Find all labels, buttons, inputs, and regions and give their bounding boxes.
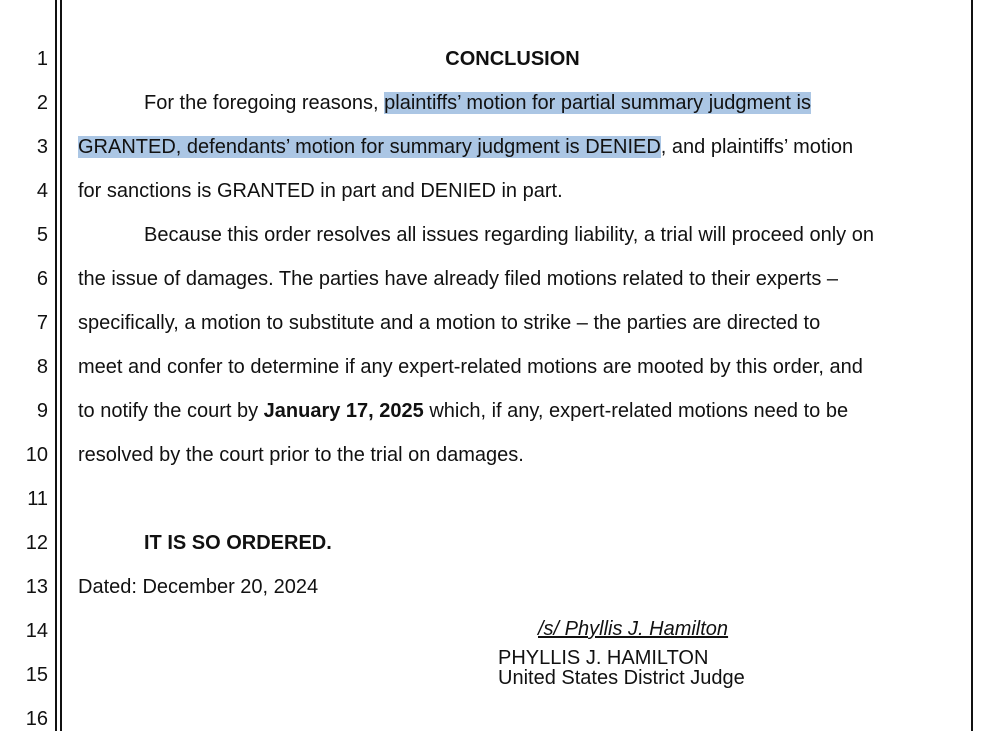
section-heading: CONCLUSION (445, 48, 580, 70)
signature-line (498, 617, 801, 641)
paragraph-line: meet and confer to determine if any expert-related motions are mooted by this order, and (78, 356, 863, 378)
judge-name: PHYLLIS J. HAMILTON (498, 647, 709, 669)
line-number: 5 (36, 224, 48, 246)
paragraph-line: specifically, a motion to substitute and a motion to strike – the parties are directed to (78, 312, 821, 334)
paragraph-line (78, 399, 848, 423)
left-margin-rule-outer (55, 0, 57, 731)
highlighted-text: GRANTED, defendants’ motion for summary judgment is DENIED (78, 136, 661, 158)
line-number: 3 (36, 136, 48, 158)
line-number: 15 (25, 664, 48, 686)
line-number: 2 (36, 92, 48, 114)
dated-line: Dated: December 20, 2024 (78, 576, 319, 598)
signature-text: /s/ Phyllis J. Hamilton (538, 618, 729, 640)
paragraph-line (144, 91, 811, 115)
line-number: 13 (25, 576, 48, 598)
line-number: 9 (36, 400, 48, 422)
paragraph-line (78, 135, 853, 159)
line-number: 6 (36, 268, 48, 290)
line-number: 8 (36, 356, 48, 378)
line-number: 14 (25, 620, 48, 642)
judge-title: United States District Judge (498, 667, 745, 689)
right-margin-rule (971, 0, 973, 731)
line-number: 4 (36, 180, 48, 202)
left-margin-rule-inner (60, 0, 62, 731)
paragraph-line: the issue of damages. The parties have already filed motions related to their experts – (78, 268, 839, 290)
line-number: 11 (27, 488, 48, 510)
line-number: 10 (25, 444, 48, 466)
line-number: 7 (36, 312, 48, 334)
line-number: 16 (25, 708, 48, 730)
line-number: 1 (36, 48, 48, 70)
paragraph-line: Because this order resolves all issues regarding liability, a trial will proceed only on (144, 224, 874, 246)
paragraph-line: resolved by the court prior to the trial on damages. (78, 444, 524, 466)
line-number: 12 (25, 532, 48, 554)
text-run: which, if any, expert-related motions need to be (423, 400, 849, 422)
text-run: , and plaintiffs’ motion (660, 136, 854, 158)
deadline-date: January 17, 2025 (263, 400, 424, 422)
text-run: For the foregoing reasons, (144, 92, 385, 114)
highlighted-text: plaintiffs’ motion for partial summary judgment is (384, 92, 811, 114)
order-statement: IT IS SO ORDERED. (144, 532, 332, 554)
text-run: to notify the court by (78, 400, 264, 422)
paragraph-line: for sanctions is GRANTED in part and DENIED in part. (78, 180, 563, 202)
